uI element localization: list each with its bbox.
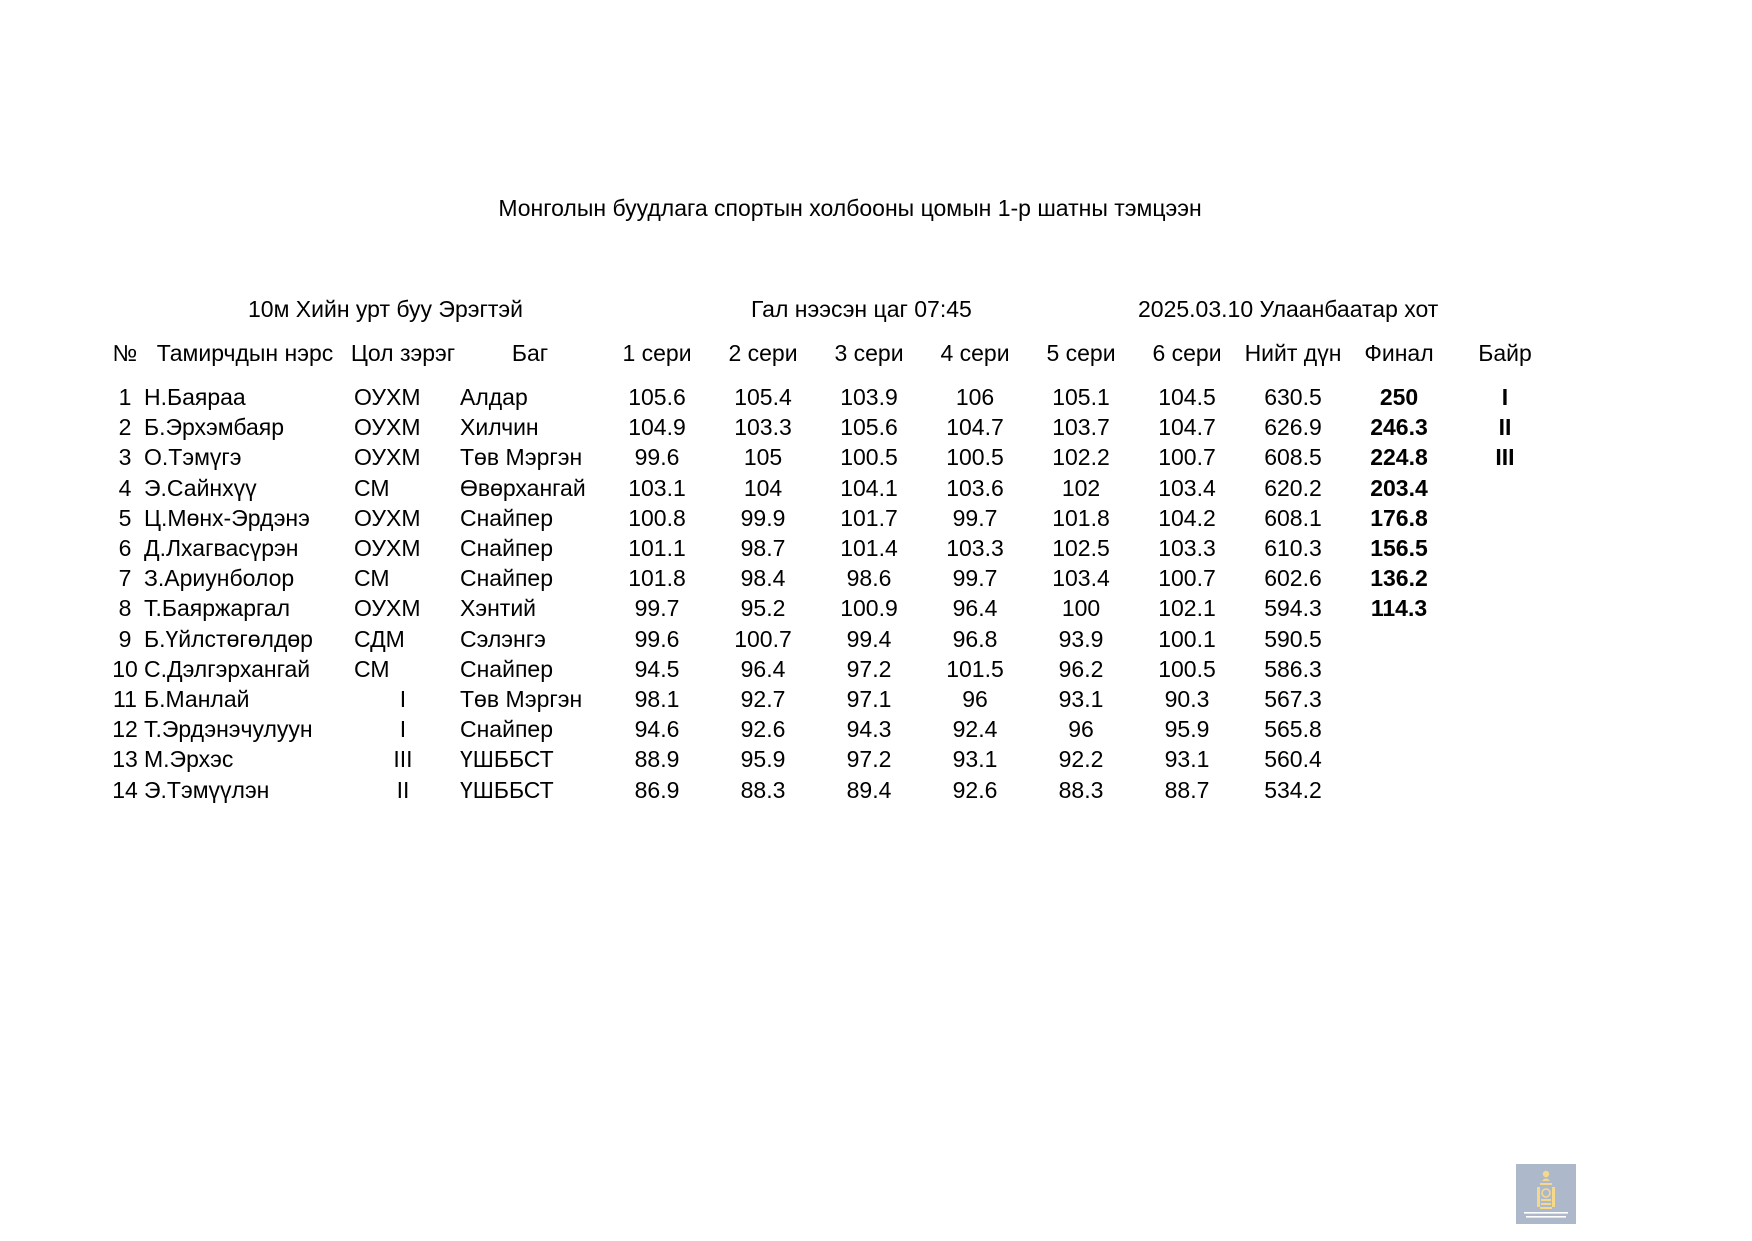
header-place: Байр [1478, 340, 1532, 366]
cell-series-2: 95.2 [740, 595, 786, 622]
cell-final [1346, 684, 1452, 714]
cell-place: II [1498, 414, 1512, 441]
cell-final [1346, 744, 1452, 774]
cell-no: 12 [112, 716, 138, 743]
cell-rank: ОУХМ [354, 384, 421, 411]
cell-series-1: 88.9 [634, 746, 680, 773]
cell-series-2: 103.3 [734, 414, 792, 441]
cell-total: 560.4 [1264, 746, 1322, 773]
cell-series-3: 97.1 [846, 685, 892, 712]
cell-team: Снайпер [460, 565, 553, 592]
cell-series-6: 100.1 [1158, 625, 1216, 652]
cell-series-5: 105.1 [1052, 384, 1110, 411]
event-name: 10м Хийн урт буу Эрэгтэй [248, 296, 523, 322]
header-series-3: 3 сери [834, 340, 904, 366]
cell-series-1: 94.5 [634, 655, 680, 682]
table-row [110, 744, 1558, 774]
header-total: Нийт дүн [1244, 340, 1342, 366]
cell-series-1: 103.1 [628, 474, 686, 501]
cell-no: 5 [118, 504, 132, 531]
cell-no: 2 [118, 414, 132, 441]
header-no: № [112, 340, 138, 366]
cell-rank: I [399, 685, 407, 712]
cell-name: Б.Эрхэмбаяр [144, 414, 285, 441]
cell-series-5: 96.2 [1058, 655, 1104, 682]
cell-rank: ОУХМ [354, 444, 421, 471]
cell-series-2: 98.7 [740, 535, 786, 562]
table-row [110, 774, 1558, 804]
cell-team: Сэлэнгэ [460, 625, 546, 652]
cell-series-2: 92.7 [740, 685, 786, 712]
cell-series-3: 100.9 [840, 595, 898, 622]
cell-team: Төв Мэргэн [460, 685, 583, 712]
cell-series-5: 92.2 [1058, 746, 1104, 773]
cell-series-5: 100 [1061, 595, 1101, 622]
cell-total: 630.5 [1264, 384, 1322, 411]
cell-name: З.Ариунболор [144, 565, 295, 592]
cell-rank: ОУХМ [354, 535, 421, 562]
cell-series-5: 88.3 [1058, 776, 1104, 803]
cell-series-6: 100.7 [1158, 565, 1216, 592]
cell-series-1: 105.6 [628, 384, 686, 411]
cell-series-5: 101.8 [1052, 504, 1110, 531]
cell-series-2: 100.7 [734, 625, 792, 652]
cell-team: Снайпер [460, 716, 553, 743]
cell-series-2: 88.3 [740, 776, 786, 803]
cell-series-6: 88.7 [1164, 776, 1210, 803]
cell-series-2: 95.9 [740, 746, 786, 773]
cell-no: 7 [118, 565, 132, 592]
cell-name: М.Эрхэс [144, 746, 234, 773]
cell-no: 8 [118, 595, 132, 622]
cell-total: 608.5 [1264, 444, 1322, 471]
cell-name: С.Дэлгэрхангай [144, 655, 311, 682]
cell-total: 610.3 [1264, 535, 1322, 562]
cell-series-5: 102.2 [1052, 444, 1110, 471]
page-title: Монголын буудлага спортын холбооны цомын 1-р шатны тэмцээн [498, 195, 1202, 221]
results-table [110, 324, 1558, 805]
cell-total: 626.9 [1264, 414, 1322, 441]
cell-series-1: 99.6 [634, 444, 680, 471]
cell-no: 13 [112, 746, 138, 773]
cell-team: Снайпер [460, 535, 553, 562]
cell-rank: СДМ [354, 625, 405, 652]
cell-place [1452, 473, 1558, 503]
cell-final: 136.2 [1370, 565, 1428, 592]
cell-series-3: 101.7 [840, 504, 898, 531]
cell-series-3: 97.2 [846, 746, 892, 773]
cell-rank: СМ [354, 655, 390, 682]
table-row [110, 412, 1558, 442]
cell-total: 567.3 [1264, 685, 1322, 712]
cell-series-4: 96.4 [952, 595, 998, 622]
cell-final [1346, 774, 1452, 804]
cell-final: 250 [1379, 384, 1419, 411]
cell-series-5: 103.4 [1052, 565, 1110, 592]
cell-rank: ОУХМ [354, 504, 421, 531]
cell-team: Хилчин [460, 414, 539, 441]
cell-series-2: 105.4 [734, 384, 792, 411]
cell-series-6: 100.7 [1158, 444, 1216, 471]
cell-series-1: 86.9 [634, 776, 680, 803]
header-series-1: 1 сери [622, 340, 692, 366]
cell-no: 4 [118, 474, 132, 501]
cell-series-4: 96.8 [952, 625, 998, 652]
header-name: Тамирчдын нэрс [156, 340, 334, 366]
cell-series-6: 90.3 [1164, 685, 1210, 712]
cell-series-5: 102.5 [1052, 535, 1110, 562]
cell-rank: СМ [354, 565, 390, 592]
cell-place [1452, 654, 1558, 684]
cell-no: 14 [112, 776, 138, 803]
cell-team: Снайпер [460, 504, 553, 531]
cell-no: 9 [118, 625, 132, 652]
cell-place [1452, 624, 1558, 654]
cell-series-5: 103.7 [1052, 414, 1110, 441]
cell-team: ҮШББСТ [460, 746, 554, 773]
cell-series-3: 103.9 [840, 384, 898, 411]
cell-final: 224.8 [1370, 444, 1428, 471]
cell-series-6: 103.4 [1158, 474, 1216, 501]
cell-total: 608.1 [1264, 504, 1322, 531]
cell-place [1452, 684, 1558, 714]
cell-series-3: 101.4 [840, 535, 898, 562]
table-row [110, 684, 1558, 714]
cell-no: 11 [113, 685, 137, 712]
table-row [110, 473, 1558, 503]
table-row [110, 563, 1558, 593]
cell-series-3: 105.6 [840, 414, 898, 441]
cell-team: ҮШББСТ [460, 776, 554, 803]
cell-series-3: 104.1 [840, 474, 898, 501]
cell-team: Төв Мэргэн [460, 444, 583, 471]
table-row [110, 533, 1558, 563]
cell-rank: ОУХМ [354, 414, 421, 441]
cell-rank: ОУХМ [354, 595, 421, 622]
cell-series-2: 92.6 [740, 716, 786, 743]
cell-name: Т.Баяржаргал [144, 595, 291, 622]
cell-no: 6 [118, 535, 132, 562]
cell-total: 620.2 [1264, 474, 1322, 501]
cell-total: 590.5 [1264, 625, 1322, 652]
cell-series-6: 104.5 [1158, 384, 1216, 411]
cell-series-4: 99.7 [952, 504, 998, 531]
cell-series-5: 102 [1061, 474, 1101, 501]
header-series-6: 6 сери [1152, 340, 1222, 366]
cell-total: 586.3 [1264, 655, 1322, 682]
cell-series-5: 93.9 [1058, 625, 1104, 652]
cell-place [1452, 563, 1558, 593]
cell-series-3: 94.3 [846, 716, 892, 743]
cell-series-4: 92.6 [952, 776, 998, 803]
cell-team: Снайпер [460, 655, 553, 682]
cell-series-1: 98.1 [634, 685, 680, 712]
cell-place: I [1501, 384, 1509, 411]
cell-name: Н.Баяраа [144, 384, 246, 411]
cell-rank: II [396, 776, 410, 803]
cell-series-6: 95.9 [1164, 716, 1210, 743]
table-row [110, 442, 1558, 472]
cell-total: 602.6 [1264, 565, 1322, 592]
cell-series-4: 92.4 [952, 716, 998, 743]
table-row [110, 714, 1558, 744]
table-row [110, 593, 1558, 623]
cell-name: Т.Эрдэнэчулуун [144, 716, 313, 743]
table-row [110, 382, 1558, 412]
cell-place [1452, 714, 1558, 744]
cell-series-6: 104.7 [1158, 414, 1216, 441]
cell-place [1452, 593, 1558, 623]
cell-series-4: 103.6 [946, 474, 1004, 501]
cell-series-2: 104 [743, 474, 783, 501]
cell-series-1: 100.8 [628, 504, 686, 531]
header-series-2: 2 сери [728, 340, 798, 366]
cell-series-6: 103.3 [1158, 535, 1216, 562]
cell-series-4: 104.7 [946, 414, 1004, 441]
fire-time: Гал нээсэн цаг 07:45 [751, 296, 972, 322]
cell-series-6: 104.2 [1158, 504, 1216, 531]
table-header-row [110, 324, 1558, 382]
cell-series-4: 93.1 [952, 746, 998, 773]
header-final: Финал [1364, 340, 1434, 366]
cell-series-6: 102.1 [1158, 595, 1216, 622]
cell-final: 156.5 [1370, 535, 1428, 562]
cell-series-6: 100.5 [1158, 655, 1216, 682]
cell-name: Ц.Мөнх-Эрдэнэ [144, 504, 310, 531]
cell-name: Б.Үйлстөгөлдөр [144, 625, 313, 652]
cell-series-2: 98.4 [740, 565, 786, 592]
header-rank: Цол зэрэг [350, 340, 456, 366]
table-body [110, 382, 1558, 805]
cell-name: Б.Манлай [144, 685, 250, 712]
cell-final: 203.4 [1370, 474, 1428, 501]
cell-series-4: 100.5 [946, 444, 1004, 471]
cell-team: Өвөрхангай [460, 474, 586, 501]
cell-rank: III [393, 746, 413, 773]
table-row [110, 654, 1558, 684]
cell-name: Э.Сайнхүү [144, 474, 257, 501]
cell-series-1: 99.7 [634, 595, 680, 622]
cell-series-4: 106 [955, 384, 995, 411]
cell-final [1346, 654, 1452, 684]
cell-series-1: 99.6 [634, 625, 680, 652]
cell-no: 10 [112, 655, 138, 682]
cell-place [1452, 774, 1558, 804]
mongolian-soyombo-emblem-icon [1516, 1164, 1576, 1224]
cell-total: 594.3 [1264, 595, 1322, 622]
cell-series-3: 89.4 [846, 776, 892, 803]
header-series-5: 5 сери [1046, 340, 1116, 366]
cell-series-3: 98.6 [846, 565, 892, 592]
cell-final: 246.3 [1370, 414, 1428, 441]
cell-team: Хэнтий [460, 595, 537, 622]
cell-series-4: 96 [962, 685, 988, 712]
cell-place [1452, 533, 1558, 563]
cell-series-2: 99.9 [740, 504, 786, 531]
cell-series-4: 103.3 [946, 535, 1004, 562]
cell-final [1346, 624, 1452, 654]
cell-series-3: 97.2 [846, 655, 892, 682]
cell-final: 114.3 [1370, 595, 1428, 622]
cell-place: III [1495, 444, 1515, 471]
cell-series-1: 101.8 [628, 565, 686, 592]
date-place: 2025.03.10 Улаанбаатар хот [1138, 296, 1439, 322]
cell-series-2: 105 [743, 444, 783, 471]
cell-no: 1 [118, 384, 132, 411]
cell-no: 3 [118, 444, 132, 471]
cell-series-3: 99.4 [846, 625, 892, 652]
cell-final: 176.8 [1370, 504, 1428, 531]
header-series-4: 4 сери [940, 340, 1010, 366]
cell-total: 534.2 [1264, 776, 1322, 803]
cell-series-1: 94.6 [634, 716, 680, 743]
cell-team: Алдар [460, 384, 528, 411]
cell-series-4: 101.5 [946, 655, 1004, 682]
cell-name: Э.Тэмүүлэн [144, 776, 270, 803]
cell-place [1452, 744, 1558, 774]
cell-series-1: 104.9 [628, 414, 686, 441]
cell-place [1452, 503, 1558, 533]
cell-series-5: 93.1 [1058, 685, 1104, 712]
cell-rank: I [399, 716, 407, 743]
cell-series-3: 100.5 [840, 444, 898, 471]
cell-final [1346, 714, 1452, 744]
cell-name: Д.Лхагвасүрэн [144, 535, 299, 562]
table-row [110, 503, 1558, 533]
cell-total: 565.8 [1264, 716, 1322, 743]
cell-series-6: 93.1 [1164, 746, 1210, 773]
cell-series-4: 99.7 [952, 565, 998, 592]
cell-series-2: 96.4 [740, 655, 786, 682]
cell-series-1: 101.1 [628, 535, 686, 562]
cell-name: О.Тэмүгэ [144, 444, 242, 471]
cell-series-5: 96 [1068, 716, 1094, 743]
government-logo [1516, 1164, 1576, 1224]
table-row [110, 624, 1558, 654]
cell-rank: СМ [354, 474, 390, 501]
header-team: Баг [511, 340, 549, 366]
